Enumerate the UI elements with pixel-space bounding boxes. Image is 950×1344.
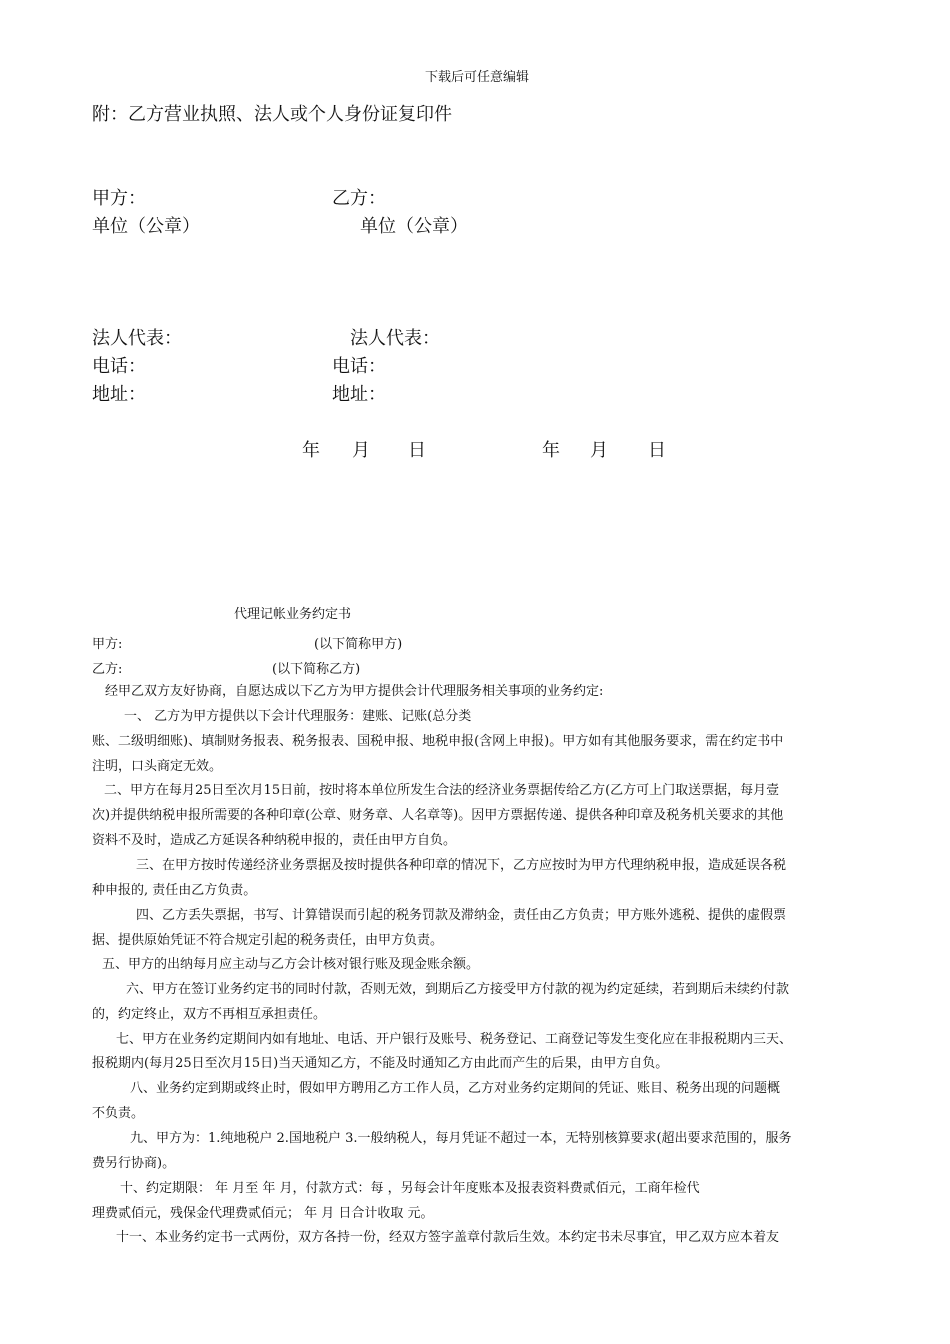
party-a-phone: 电话： — [92, 356, 146, 377]
clause-line: 不负责。 — [92, 1106, 145, 1121]
clause-line: 五、甲方的出纳每月应主动与乙方会计核对银行账及现金账余额。 — [102, 957, 480, 972]
header-note: 下载后可任意编辑 — [425, 70, 530, 85]
agreement-party-a: 甲方: — [92, 637, 123, 652]
clause-line: 注明，口头商定无效。 — [92, 759, 223, 774]
party-b-unit-seal: 单位（公章） — [360, 216, 468, 237]
party-a-signature-label: 甲方： — [92, 188, 146, 209]
clause-line: 的，约定终止，双方不再相互承担责任。 — [92, 1007, 327, 1022]
party-a-address: 地址： — [92, 384, 146, 405]
party-a-legal-rep: 法人代表： — [92, 328, 182, 349]
agreement-title: 代理记帐业务约定书 — [234, 607, 352, 622]
party-a-date-year: 年 — [302, 440, 320, 461]
agreement-party-b: 乙方: — [92, 662, 123, 677]
clause-line: 九、甲方为：1.纯地税户 2.国地税户 3.一般纳税人，每月凭证不超过一本，无特别核算要求(超出要求范围的，服务 — [130, 1131, 792, 1146]
party-a-unit-seal: 单位（公章） — [92, 216, 200, 237]
party-b-phone: 电话： — [332, 356, 386, 377]
clause-line: 报税期内(每月25日至次月15日)当天通知乙方，不能及时通知乙方由此而产生的后果，由甲方自负。 — [92, 1056, 669, 1071]
clause-line: 八、业务约定到期或终止时，假如甲方聘用乙方工作人员，乙方对业务约定期间的凭证、账目、税务出现的问题概 — [130, 1081, 781, 1096]
agreement-party-a-note: (以下简称甲方) — [314, 637, 403, 652]
clause-line: 理费贰佰元，残保金代理费贰佰元； 年 月 日合计收取 元。 — [92, 1206, 434, 1221]
clause-line: 一、 乙方为甲方提供以下会计代理服务：建账、记账(总分类 — [124, 709, 472, 724]
agreement-party-b-note: (以下简称乙方) — [272, 662, 361, 677]
party-b-address: 地址： — [332, 384, 386, 405]
clause-line: 次)并提供纳税申报所需要的各种印章(公章、财务章、人名章等)。因甲方票据传递、提供各种印章及税务机关要求的其他 — [92, 808, 784, 823]
clause-line: 十、约定期限： 年 月至 年 月，付款方式：每 ，另每会计年度账本及报表资料费贰佰元，工商年检代 — [120, 1181, 700, 1196]
clause-line: 七、甲方在业务约定期间内如有地址、电话、开户银行及账号、税务登记、工商登记等发生变化应在非报税期内三天、 — [116, 1032, 793, 1047]
party-b-date-year: 年 — [542, 440, 560, 461]
clause-line: 账、二级明细账)、填制财务报表、税务报表、国税申报、地税申报(含网上申报)。甲方如有其他服务要求，需在约定书中 — [92, 734, 784, 749]
party-a-date-day: 日 — [408, 440, 426, 461]
clause-line: 种申报的, 责任由乙方负责。 — [92, 883, 257, 898]
party-b-signature-label: 乙方： — [332, 188, 386, 209]
party-b-date-day: 日 — [648, 440, 666, 461]
clause-line: 三、在甲方按时传递经济业务票据及按时提供各种印章的情况下，乙方应按时为甲方代理纳税申报，造成延误各税 — [136, 858, 787, 873]
clause-line: 资料不及时，造成乙方延误各种纳税申报的，责任由甲方自负。 — [92, 833, 457, 848]
party-b-legal-rep: 法人代表： — [350, 328, 440, 349]
clause-line: 六、甲方在签订业务约定书的同时付款，否则无效，到期后乙方接受甲方付款的视为约定延续，若到期后未续约付款 — [126, 982, 790, 997]
party-b-date-month: 月 — [590, 440, 608, 461]
clause-line: 十一、本业务约定书一式两份，双方各持一份，经双方签字盖章付款后生效。本约定书未尽事宜，甲乙双方应本着友 — [116, 1230, 780, 1245]
clause-line: 费另行协商)。 — [92, 1156, 176, 1171]
clause-line: 据、提供原始凭证不符合规定引起的税务责任，由甲方负责。 — [92, 933, 444, 948]
attachment-note: 附：乙方营业执照、法人或个人身份证复印件 — [92, 104, 452, 125]
agreement-intro: 经甲乙双方友好协商，自愿达成以下乙方为甲方提供会计代理服务相关事项的业务约定: — [105, 684, 604, 699]
clause-line: 四、乙方丢失票据，书写、计算错误而引起的税务罚款及滞纳金，责任由乙方负责；甲方账外逃税、提供的虚假票 — [136, 908, 787, 923]
clause-line: 二、甲方在每月25日至次月15日前，按时将本单位所发生合法的经济业务票据传给乙方(乙方可上门取送票据，每月壹 — [104, 783, 780, 798]
party-a-date-month: 月 — [352, 440, 370, 461]
